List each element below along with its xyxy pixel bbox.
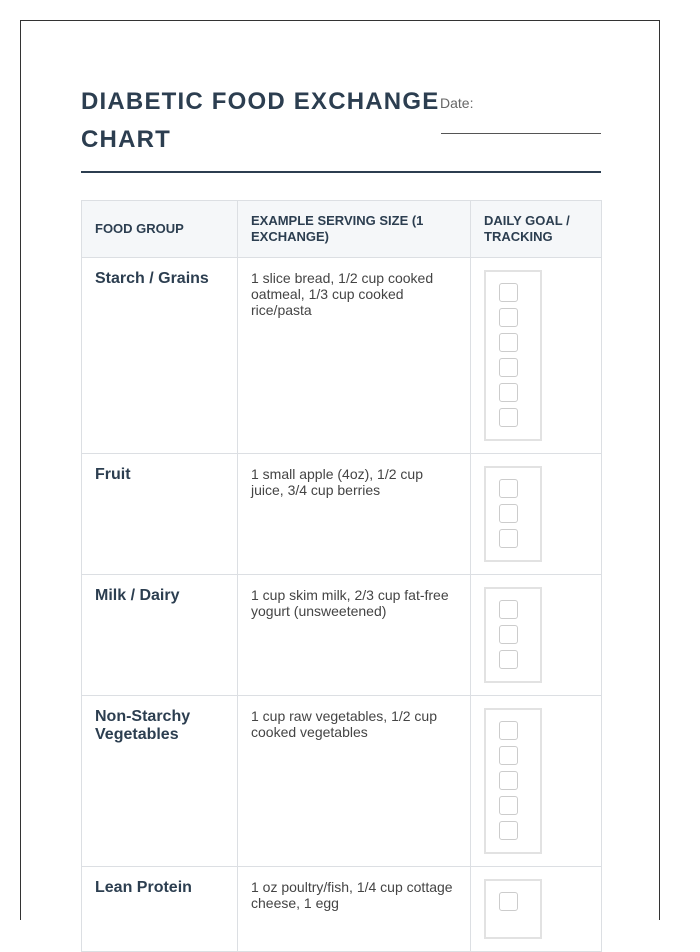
table-row	[82, 867, 602, 952]
serving-size-cell	[238, 867, 471, 952]
serving-size-text: 1 small apple (4oz), 1/2 cup juice, 3/4 cup berries	[251, 466, 423, 498]
serving-size-text: 1 oz poultry/fish, 1/4 cup cottage cheese, 1 egg	[251, 879, 453, 911]
food-group-name: Milk / Dairy	[95, 587, 180, 604]
column-header-serving-size: EXAMPLE SERVING SIZE (1 EXCHANGE)	[238, 201, 471, 258]
serving-size-cell	[238, 575, 471, 696]
tracking-checkbox[interactable]	[499, 821, 518, 840]
tracking-checkbox-group	[484, 879, 542, 939]
table-header-row	[82, 201, 602, 258]
serving-size-cell	[238, 258, 471, 454]
food-group-name: Non-Starchy Vegetables	[95, 708, 191, 743]
food-group-cell	[82, 867, 238, 952]
tracking-cell	[471, 258, 602, 454]
tracking-checkbox[interactable]	[499, 333, 518, 352]
tracking-checkbox-group	[484, 587, 542, 683]
worksheet-page	[20, 20, 660, 920]
tracking-checkbox-group	[484, 708, 542, 854]
serving-size-text: 1 slice bread, 1/2 cup cooked oatmeal, 1/3 cup cooked rice/pasta	[251, 270, 434, 318]
serving-size-cell	[238, 696, 471, 867]
column-header-daily-goal: DAILY GOAL / TRACKING	[471, 201, 602, 258]
serving-size-cell	[238, 454, 471, 575]
tracking-checkbox[interactable]	[499, 771, 518, 790]
table-row	[82, 696, 602, 867]
food-group-cell	[82, 454, 238, 575]
tracking-checkbox[interactable]	[499, 529, 518, 548]
tracking-checkbox[interactable]	[499, 479, 518, 498]
tracking-checkbox[interactable]	[499, 283, 518, 302]
serving-size-text: 1 cup skim milk, 2/3 cup fat-free yogurt (unsweetened)	[251, 587, 449, 619]
column-header-food-group: FOOD GROUP	[82, 201, 238, 258]
date-label: Date:	[440, 95, 474, 111]
tracking-checkbox[interactable]	[499, 625, 518, 644]
tracking-checkbox[interactable]	[499, 746, 518, 765]
tracking-cell	[471, 696, 602, 867]
tracking-checkbox[interactable]	[499, 408, 518, 427]
food-exchange-table	[81, 200, 602, 952]
table-row	[82, 258, 602, 454]
tracking-checkbox[interactable]	[499, 308, 518, 327]
serving-size-text: 1 cup raw vegetables, 1/2 cup cooked vegetables	[251, 708, 438, 740]
tracking-checkbox[interactable]	[499, 358, 518, 377]
worksheet-header	[81, 83, 601, 173]
tracking-cell	[471, 867, 602, 952]
food-group-name: Lean Protein	[95, 879, 192, 896]
food-group-cell	[82, 696, 238, 867]
tracking-checkbox[interactable]	[499, 892, 518, 911]
tracking-checkbox[interactable]	[499, 504, 518, 523]
food-group-cell	[82, 258, 238, 454]
tracking-checkbox[interactable]	[499, 796, 518, 815]
food-group-name: Fruit	[95, 466, 131, 483]
food-group-cell	[82, 575, 238, 696]
food-group-name: Starch / Grains	[95, 270, 209, 287]
tracking-checkbox[interactable]	[499, 600, 518, 619]
tracking-checkbox[interactable]	[499, 383, 518, 402]
tracking-cell	[471, 575, 602, 696]
date-field[interactable]	[441, 133, 601, 134]
page-title: DIABETIC FOOD EXCHANGE CHART	[81, 88, 440, 153]
tracking-cell	[471, 454, 602, 575]
table-row	[82, 575, 602, 696]
tracking-checkbox[interactable]	[499, 650, 518, 669]
tracking-checkbox-group	[484, 466, 542, 562]
tracking-checkbox[interactable]	[499, 721, 518, 740]
tracking-checkbox-group	[484, 270, 542, 441]
table-row	[82, 454, 602, 575]
